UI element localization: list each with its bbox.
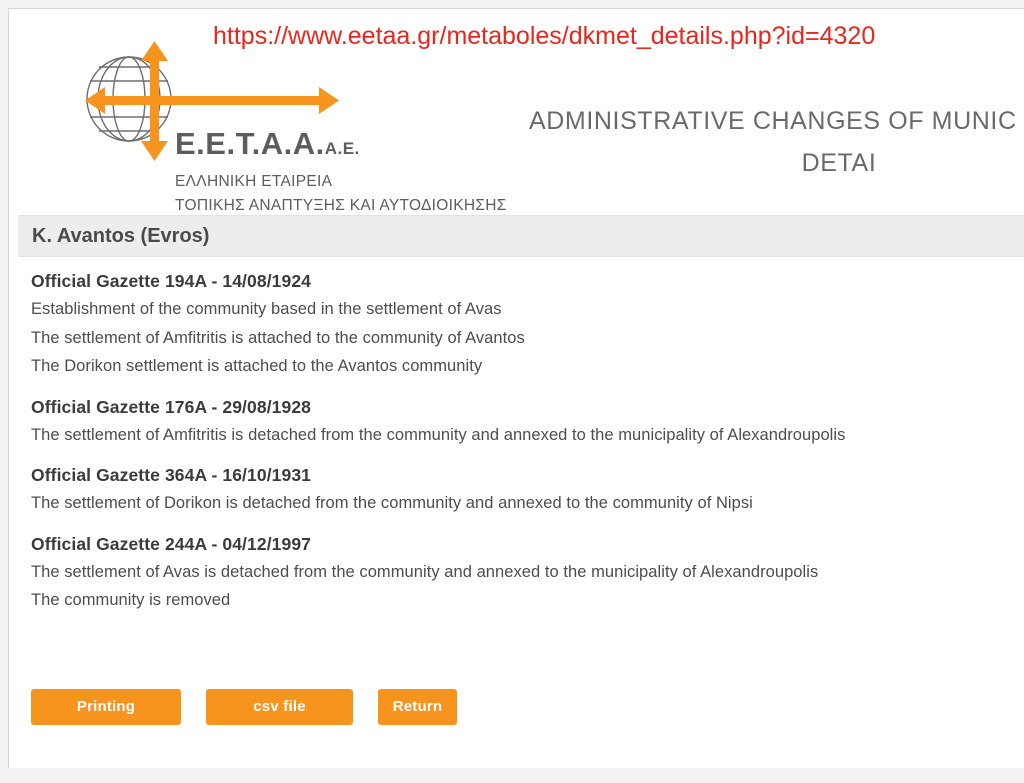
logo-acronym-suffix: A.E. (324, 139, 360, 158)
change-line: The settlement of Amfitritis is attached to the community of Avantos (31, 328, 525, 347)
changes-list (31, 271, 1021, 631)
gazette-group (31, 397, 1021, 444)
eetaa-logo[interactable] (37, 41, 517, 214)
gazette-group (31, 534, 1021, 609)
page-title-line2: DETAI (801, 149, 877, 177)
document-frame (8, 8, 1024, 768)
logo-acronym-text: E.E.T.A.A. (175, 126, 325, 161)
change-line: The settlement of Avas is detached from the community and annexed to the municipality of Alexandroupolis (31, 562, 819, 581)
url-text: https://www.eetaa.gr/metaboles/dkmet_details.php?id=4320 (213, 22, 876, 50)
record-title: K. Avantos (Evros) (32, 225, 210, 247)
bottom-strip (0, 768, 1024, 783)
csv-export-button[interactable]: csv file (206, 689, 353, 725)
gazette-heading: Official Gazette 176A - 29/08/1928 (31, 396, 311, 417)
change-line: The community is removed (31, 591, 231, 609)
gazette-group (31, 465, 1021, 512)
record-title-band (18, 215, 1024, 257)
logo-subtitle-line2: ΤΟΠΙΚΗΣ ΑΝΑΠΤΥΞΗΣ ΚΑΙ ΑΥΤΟΔΙΟΙΚΗΣΗΣ (175, 197, 507, 214)
gazette-heading: Official Gazette 244A - 04/12/1997 (31, 533, 311, 554)
logo-subtitle-line1: ΕΛΛΗΝΙΚΗ ΕΤΑΙΡΕΙΑ (175, 173, 333, 190)
logo-acronym (175, 126, 360, 162)
change-line: Establishment of the community based in the settlement of Avas (31, 300, 502, 318)
print-button[interactable]: Printing (31, 689, 181, 725)
return-button[interactable]: Return (378, 689, 457, 725)
gazette-heading: Official Gazette 194A - 14/08/1924 (31, 271, 311, 291)
change-line: The Dorikon settlement is attached to the Avantos community (31, 357, 483, 375)
page-title-line1: ADMINISTRATIVE CHANGES OF MUNIC (529, 107, 1017, 135)
change-line: The settlement of Dorikon is detached from the community and annexed to the community of Nipsi (31, 494, 753, 512)
gazette-group (31, 271, 1021, 375)
action-buttons (31, 689, 457, 725)
gazette-heading: Official Gazette 364A - 16/10/1931 (31, 465, 311, 485)
change-line: The settlement of Amfitritis is detached from the community and annexed to the municipality of Alexandroupolis (31, 425, 846, 444)
